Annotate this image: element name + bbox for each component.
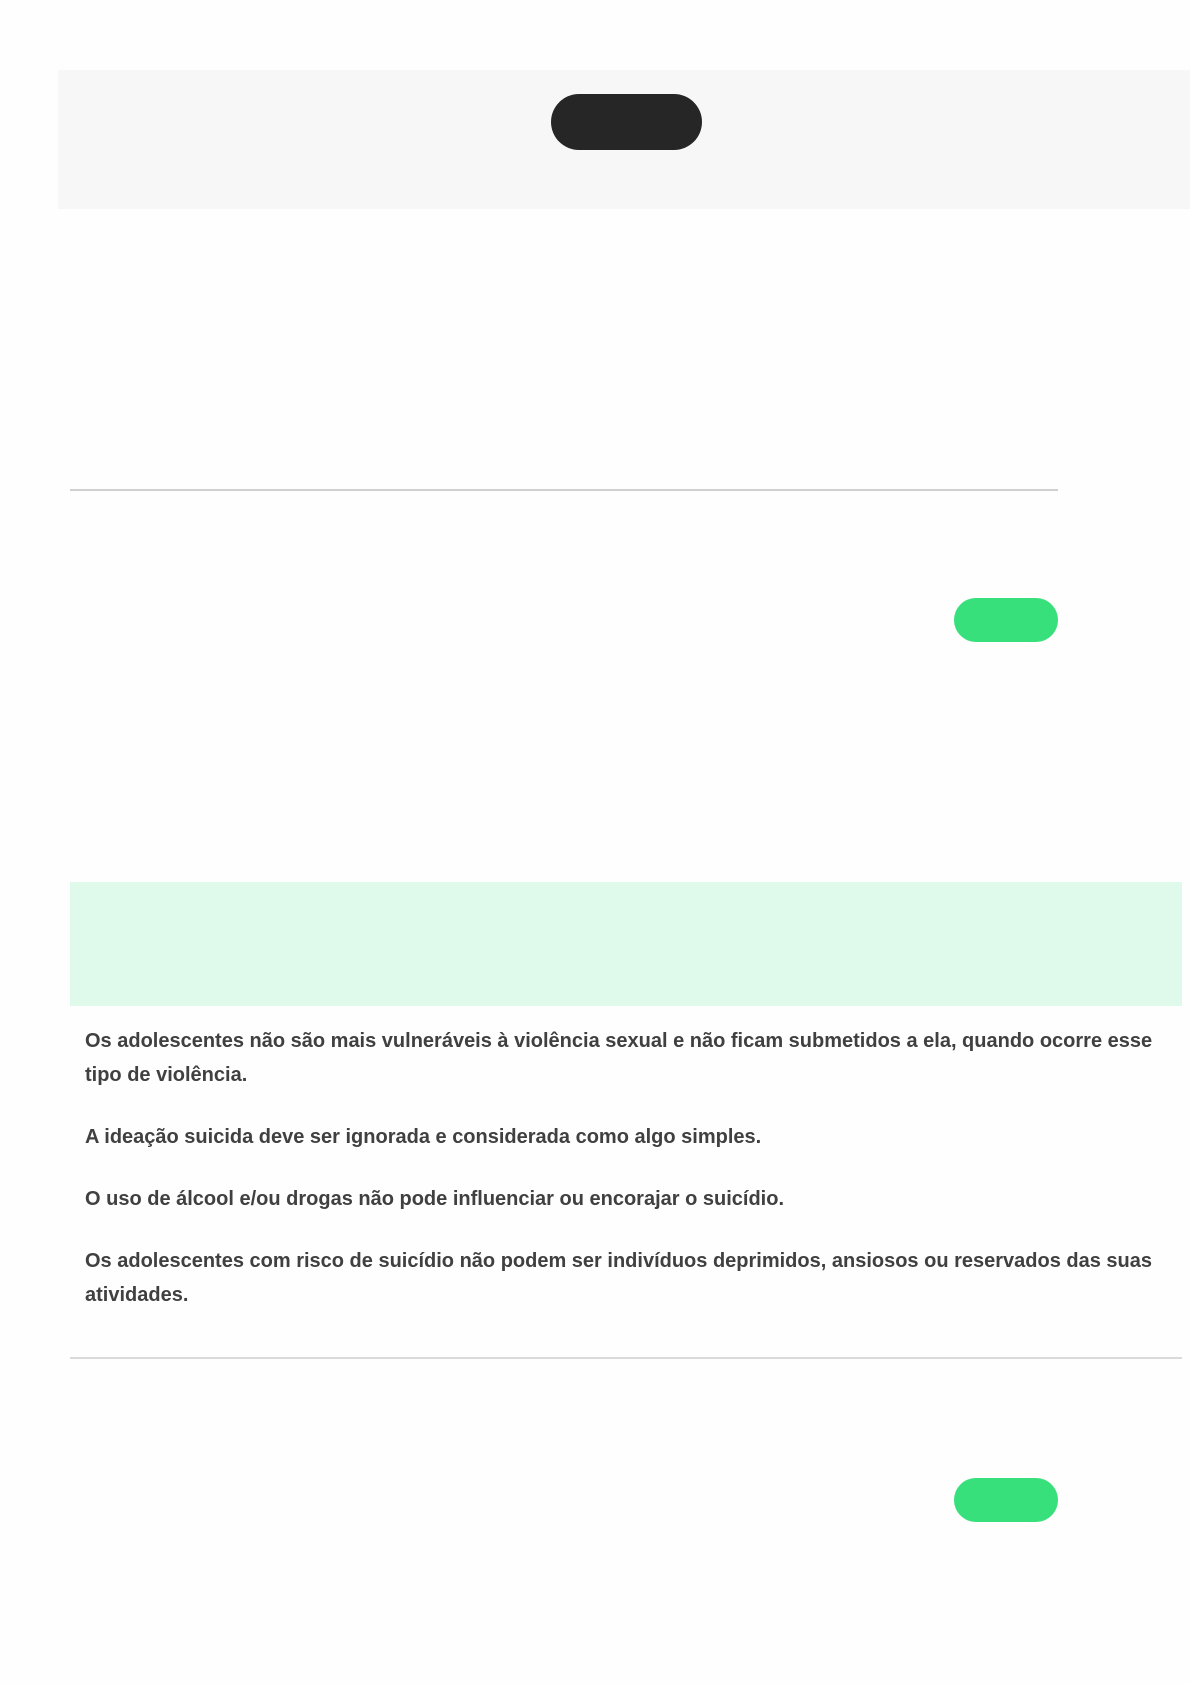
- answer-option: A ideação suicida deve ser ignorada e considerada como algo simples.: [85, 1126, 762, 1148]
- status-pill-button[interactable]: [954, 1478, 1058, 1522]
- section-divider: [70, 1357, 1182, 1359]
- header-pill-button[interactable]: [551, 94, 702, 150]
- correct-answer-highlight: [70, 882, 1182, 1006]
- answer-option: Os adolescentes com risco de suicídio não podem ser indivíduos deprimidos, ansiosos ou reservados das suas atividades.: [85, 1250, 1153, 1306]
- answer-option: O uso de álcool e/ou drogas não pode influenciar ou encorajar o suicídio.: [85, 1188, 785, 1210]
- answer-options-list: [85, 1024, 1165, 1340]
- answer-option: Os adolescentes não são mais vulneráveis à violência sexual e não ficam submetidos a ela, quando ocorre esse tipo de violência.: [85, 1030, 1153, 1086]
- status-pill-button[interactable]: [954, 598, 1058, 642]
- header-band: [58, 70, 1190, 209]
- section-divider: [70, 489, 1058, 491]
